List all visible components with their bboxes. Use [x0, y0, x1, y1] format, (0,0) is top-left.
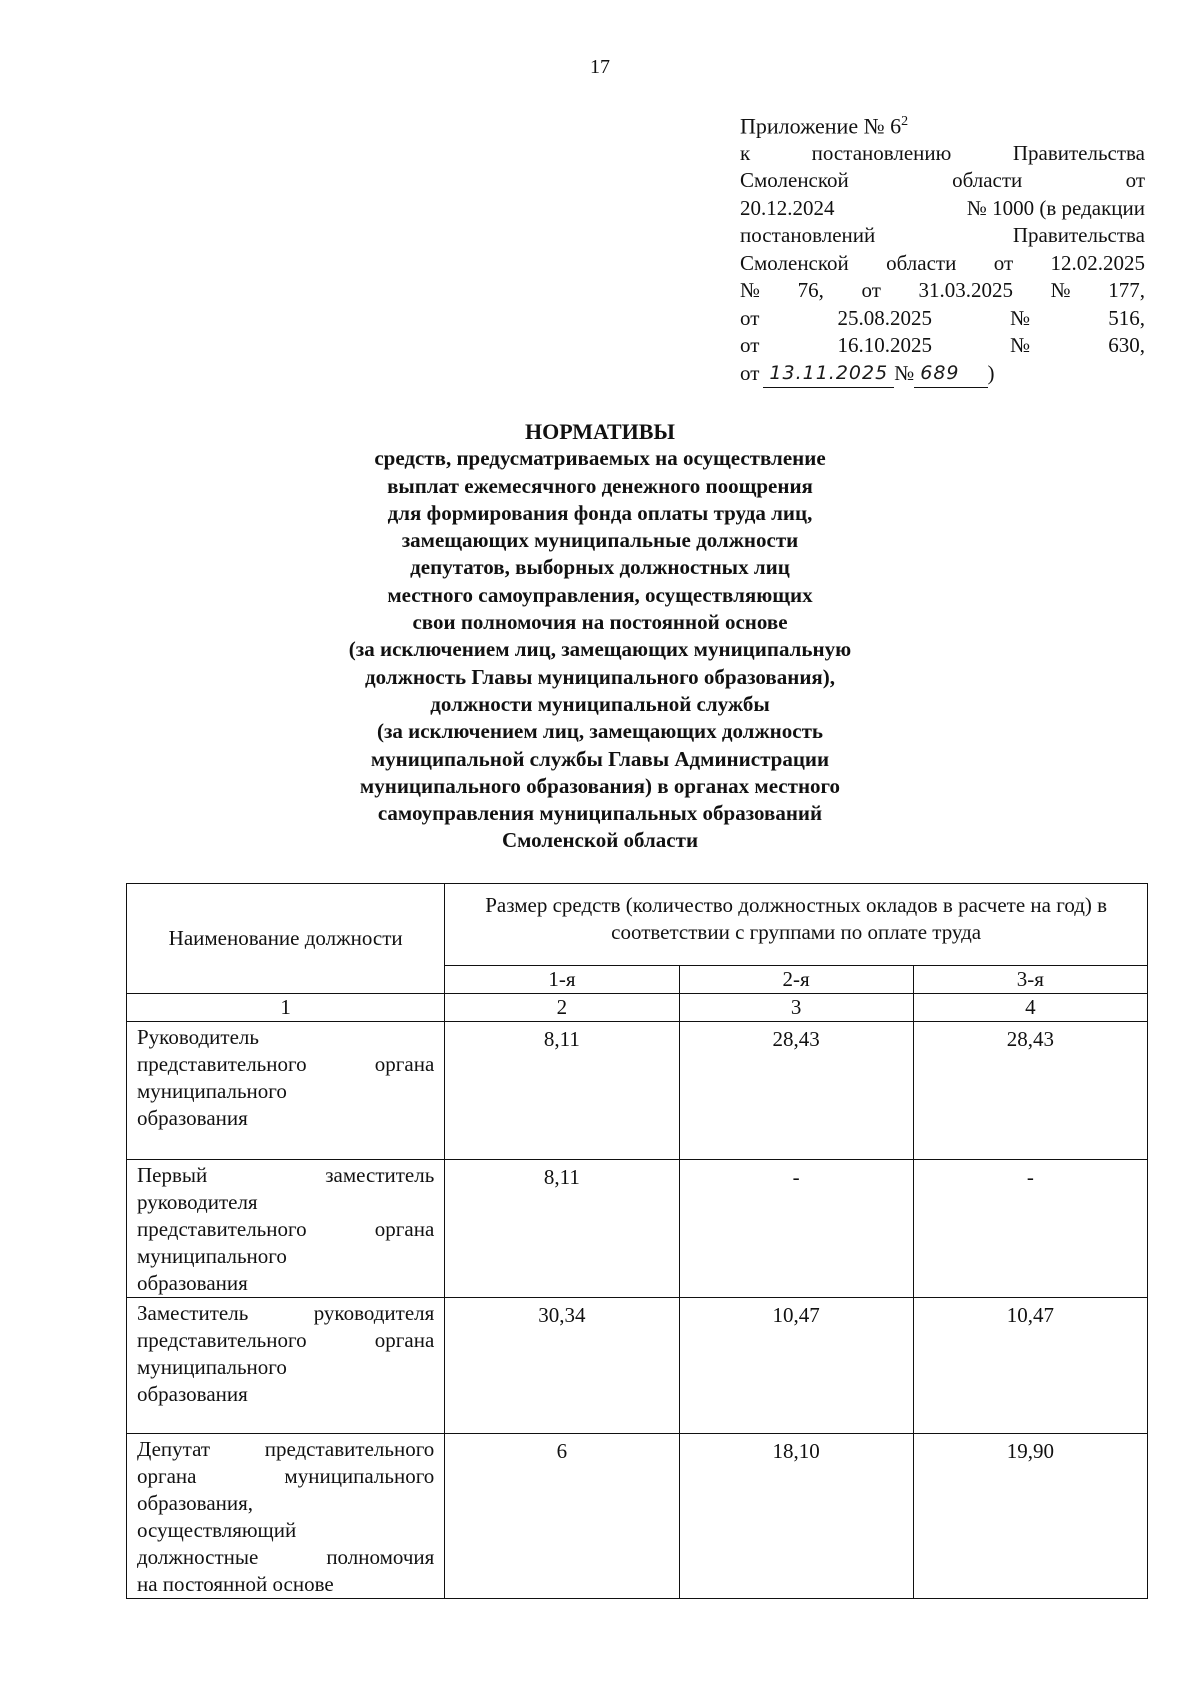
annex-word: №: [1050, 278, 1071, 303]
annex-line: [740, 167, 1145, 195]
value-group-3: -: [913, 1160, 1147, 1298]
annex-word: 177,: [1108, 278, 1145, 303]
position-word: Первый: [137, 1163, 208, 1187]
position-line: [137, 1517, 434, 1544]
position-name: [127, 1022, 445, 1160]
position-word: Депутат: [137, 1437, 211, 1461]
annex-line: [740, 140, 1145, 168]
position-word: образования: [137, 1106, 248, 1130]
position-word: муниципального: [137, 1355, 287, 1379]
annex-word: 76,: [797, 278, 824, 303]
header-group-1: 1-я: [445, 966, 679, 994]
position-line: [137, 1216, 434, 1243]
annex-word: постановлений: [740, 223, 876, 248]
page-number: 17: [590, 56, 610, 78]
column-number-3: 3: [679, 994, 913, 1022]
annex-title-text: Приложение № 6: [740, 113, 902, 139]
annex-word: №: [1010, 333, 1031, 358]
column-number-4: 4: [913, 994, 1147, 1022]
annex-word: № 1000 (в редакции: [966, 195, 1145, 220]
title-line: самоуправления муниципальных образований: [377, 801, 823, 826]
title-line: должность Главы муниципального образования),: [364, 664, 836, 689]
value-group-2: 28,43: [679, 1022, 913, 1160]
annex-word: Правительства: [1012, 223, 1145, 248]
annex-word: от: [740, 305, 760, 330]
position-line: [137, 1463, 434, 1490]
position-word: образования,: [137, 1491, 254, 1515]
column-number-1: 1: [127, 994, 445, 1022]
table-row: [127, 1298, 1148, 1434]
title-line: (за исключением лиц, замещающих должность: [376, 719, 824, 744]
header-group-3: 3-я: [913, 966, 1147, 994]
position-word: муниципального: [137, 1079, 287, 1103]
annex-word: от: [993, 250, 1014, 275]
value-group-1: 30,34: [445, 1298, 679, 1434]
title-line: для формирования фонда оплаты труда лиц,: [387, 500, 813, 525]
handwritten-number: 689: [914, 360, 987, 389]
position-word: Заместитель: [137, 1301, 249, 1325]
position-line: [137, 1490, 434, 1517]
annex-word: 31.03.2025: [918, 278, 1013, 303]
position-word: руководителя: [137, 1190, 258, 1214]
annex-word: области: [952, 168, 1023, 193]
annex-title: [740, 108, 1145, 140]
position-word: органа: [374, 1328, 435, 1352]
position-word: на постоянной основе: [137, 1572, 334, 1596]
annex-word: 630,: [1108, 333, 1145, 358]
table-row: [127, 1160, 1148, 1298]
position-word: образования: [137, 1382, 248, 1406]
annex-word: от: [1125, 168, 1145, 193]
title-line: замещающих муниципальные должности: [401, 528, 799, 553]
title-line: муниципальной службы Главы Администрации: [370, 746, 830, 771]
position-word: органа: [137, 1464, 197, 1488]
title-line: свои полномочия на постоянной основе: [412, 610, 788, 635]
position-line: [137, 1243, 434, 1270]
table-row: [127, 1022, 1148, 1160]
annex-line: [740, 305, 1145, 333]
position-line: [137, 1544, 434, 1571]
annex-word: Правительства: [1012, 140, 1145, 165]
annex-word: 20.12.2024: [740, 195, 835, 220]
annex-word: 16.10.2025: [837, 333, 932, 358]
position-line: [137, 1024, 434, 1051]
norms-table-body: [127, 884, 1148, 1599]
document-title: [0, 418, 1200, 855]
title-subtitle: [0, 445, 1200, 854]
header-group-2: 2-я: [679, 966, 913, 994]
position-word: органа: [374, 1052, 435, 1076]
position-line: [137, 1436, 434, 1463]
position-line: [137, 1354, 434, 1381]
title-line: выплат ежемесячного денежного поощрения: [387, 473, 813, 498]
position-word: полномочия: [326, 1545, 435, 1569]
title-line: должности муниципальной службы: [430, 691, 770, 716]
position-word: представительного: [137, 1328, 307, 1352]
annex-word: №: [1010, 305, 1031, 330]
position-word: представительного: [137, 1217, 307, 1241]
title-main: НОРМАТИВЫ: [524, 419, 676, 444]
annex-line: [740, 332, 1145, 360]
position-line: [137, 1189, 434, 1216]
annex-last-suffix: ): [987, 360, 995, 385]
annex-number-sign: №: [894, 360, 915, 385]
position-word: осуществляющий: [137, 1518, 297, 1542]
position-line: [137, 1078, 434, 1105]
annex-word: №: [740, 278, 761, 303]
position-name: [127, 1434, 445, 1599]
header-position: Наименование должности: [127, 884, 445, 994]
annex-word: постановлению: [811, 140, 952, 165]
value-group-2: -: [679, 1160, 913, 1298]
position-line: [137, 1051, 434, 1078]
position-word: представительного: [264, 1437, 435, 1461]
position-word: заместитель: [325, 1163, 435, 1187]
table-header-row: [127, 884, 1148, 966]
annex-line: [740, 195, 1145, 223]
annex-word: Смоленской: [740, 168, 849, 193]
position-word: представительного: [137, 1052, 307, 1076]
position-word: образования: [137, 1271, 248, 1295]
title-line: местного самоуправления, осуществляющих: [387, 582, 813, 607]
value-group-2: 18,10: [679, 1434, 913, 1599]
position-line: [137, 1270, 434, 1297]
position-line: [137, 1105, 434, 1132]
annex-word: к: [740, 140, 751, 165]
position-word: Руководитель: [137, 1025, 259, 1049]
position-name: [127, 1298, 445, 1434]
annex-word: от: [861, 278, 881, 303]
annex-last-line: [740, 360, 1145, 389]
annex-last-prefix: от: [740, 360, 760, 385]
position-word: муниципального: [284, 1464, 435, 1488]
position-line: [137, 1300, 434, 1327]
value-group-3: 28,43: [913, 1022, 1147, 1160]
annex-word: 516,: [1108, 305, 1145, 330]
handwritten-date: 13.11.2025: [763, 360, 894, 389]
annex-title-superscript: 2: [901, 114, 909, 129]
annex-lines: [740, 140, 1145, 360]
title-line: муниципального образования) в органах местного: [359, 773, 841, 798]
position-line: [137, 1571, 434, 1598]
annex-line: [740, 250, 1145, 278]
annex-word: 12.02.2025: [1050, 250, 1145, 275]
position-word: руководителя: [313, 1301, 435, 1325]
value-group-1: 8,11: [445, 1022, 679, 1160]
annex-word: Смоленской: [740, 250, 849, 275]
annex-word: 25.08.2025: [837, 305, 932, 330]
annex-line: [740, 222, 1145, 250]
annex-word: от: [740, 333, 760, 358]
value-group-3: 10,47: [913, 1298, 1147, 1434]
annex-word: области: [886, 250, 957, 275]
table-row: [127, 1434, 1148, 1599]
position-name: [127, 1160, 445, 1298]
value-group-1: 8,11: [445, 1160, 679, 1298]
table-column-numbers-row: [127, 994, 1148, 1022]
title-line: депутатов, выборных должностных лиц: [410, 555, 790, 580]
position-word: муниципального: [137, 1244, 287, 1268]
position-word: должностные: [137, 1545, 259, 1569]
column-number-2: 2: [445, 994, 679, 1022]
value-group-2: 10,47: [679, 1298, 913, 1434]
value-group-1: 6: [445, 1434, 679, 1599]
header-size: Размер средств (количество должностных окладов в расчете на год) в соответствии с группами по оплате труда: [445, 884, 1148, 966]
annex-line: [740, 277, 1145, 305]
title-line: (за исключением лиц, замещающих муниципальную: [348, 637, 852, 662]
position-line: [137, 1162, 434, 1189]
norms-table: [126, 883, 1148, 1599]
position-line: [137, 1327, 434, 1354]
position-word: органа: [374, 1217, 435, 1241]
title-line: Смоленской области: [501, 828, 699, 853]
annex-header: [740, 108, 1145, 388]
title-line: средств, предусматриваемых на осуществление: [374, 446, 826, 471]
position-line: [137, 1381, 434, 1408]
value-group-3: 19,90: [913, 1434, 1147, 1599]
